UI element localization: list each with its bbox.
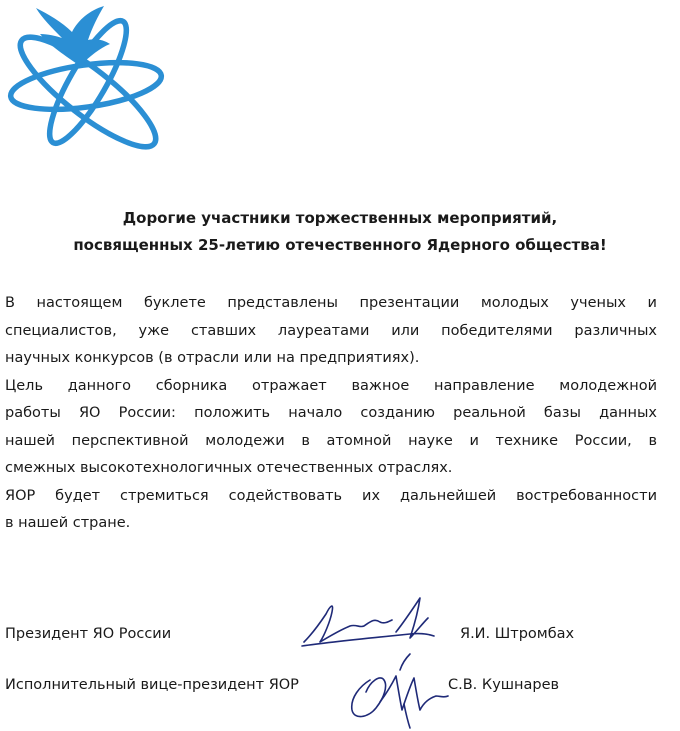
signatory-role-president: Президент ЯО России [5,626,172,642]
body-line: в нашей стране. [5,515,131,531]
dove-atom-logo-icon [0,0,175,160]
letter-body [5,290,657,538]
signatory-name-vice-president: С.В. Кушнарев [448,677,560,693]
body-line: специалистов, уже ставших лауреатами или победителями различных [5,322,657,339]
heading-line-1: Дорогие участники торжественных мероприятий, [122,209,558,227]
body-line: научных конкурсов (в отрасли или на предприятиях). [5,350,420,366]
letter-heading [0,205,680,259]
signatory-name-president: Я.И. Штромбах [460,626,575,642]
signatory-role-vice-president: Исполнительный вице-президент ЯОР [5,677,299,693]
handwritten-signature-2-icon [340,640,450,730]
heading-line-2: посвященных 25-летию отечественного Ядерного общества! [73,236,607,254]
body-line: ЯОР будет стремиться содействовать их дальнейшей востребованности [5,487,657,504]
body-line: В настоящем буклете представлены презентации молодых ученых и [5,295,657,311]
body-line: работы ЯО России: положить начало созданию реальной базы данных [5,405,657,421]
body-line: нашей перспективной молодежи в атомной науке и технике России, в [5,432,657,449]
body-line: смежных высокотехнологичных отечественных отраслях. [5,460,453,476]
body-line: Цель данного сборника отражает важное направление молодежной [5,377,657,394]
